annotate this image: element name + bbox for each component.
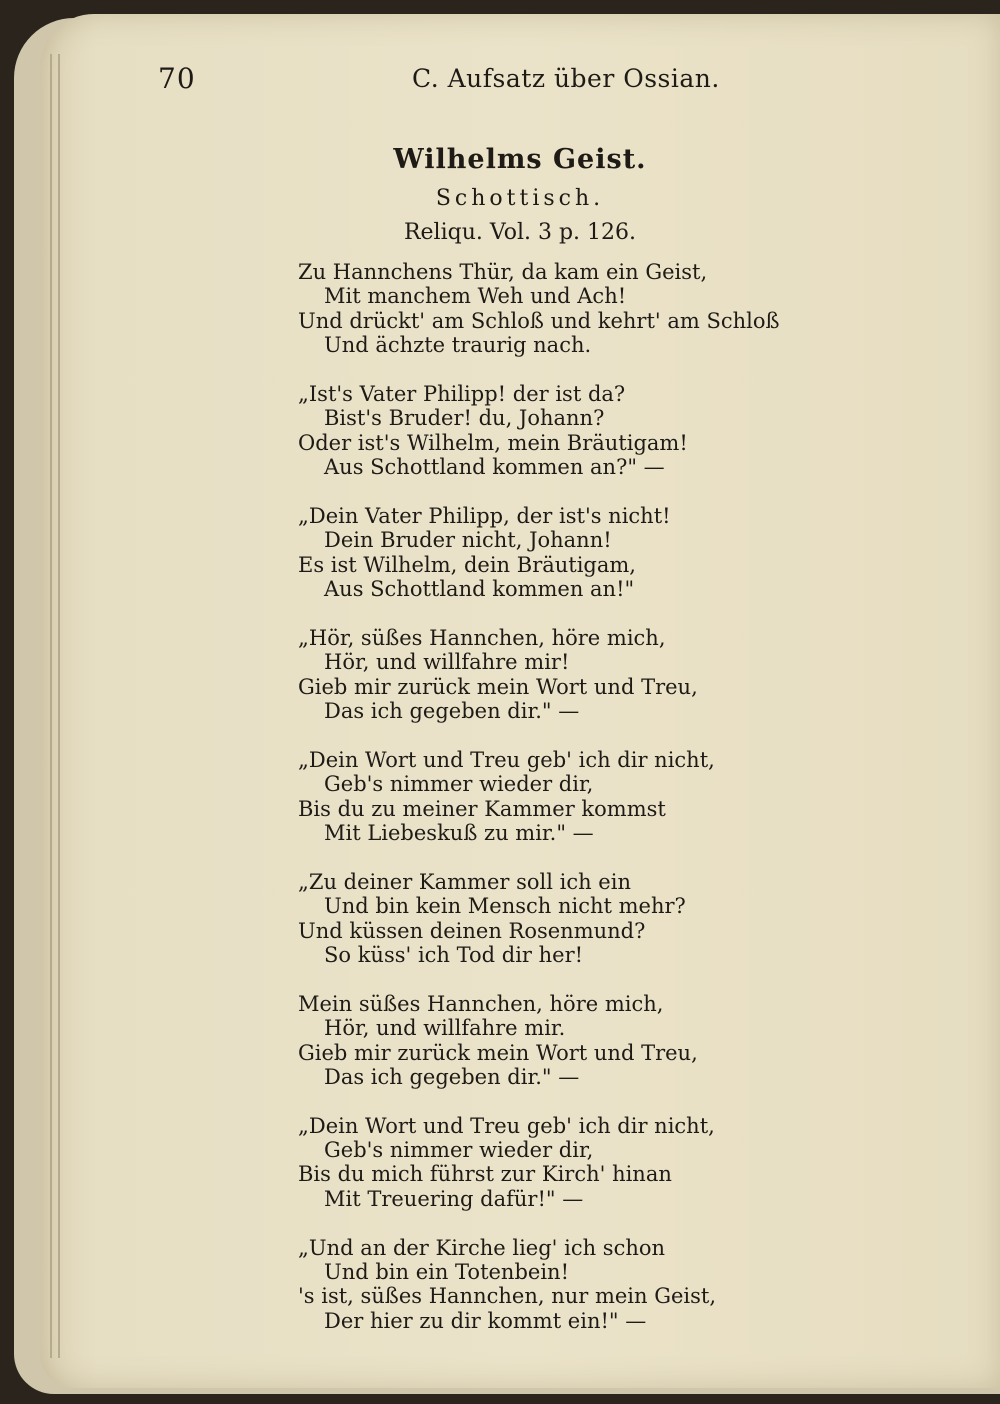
verse-line: So küss' ich Tod dir her! [324, 942, 584, 967]
stanza [298, 504, 858, 601]
stanza [298, 626, 858, 723]
running-head: C. Aufsatz über Ossian. [412, 64, 720, 93]
verse-line: Es ist Wilhelm, dein Bräutigam, [298, 552, 636, 577]
verse-line: Mit Treuering dafür!" — [324, 1186, 584, 1211]
verse-line: Oder ist's Wilhelm, mein Bräutigam! [298, 430, 688, 455]
verse-line: „Ist's Vater Philipp! der ist da? [298, 381, 626, 406]
verse-line: 's ist, süßes Hannchen, nur mein Geist, [298, 1284, 717, 1309]
verse-line: Der hier zu dir kommt ein!" — [324, 1308, 647, 1333]
verse-line: Und drückt' am Schloß und kehrt' am Schloß [298, 308, 780, 333]
verse-line: Bis du zu meiner Kammer kommst [298, 796, 666, 821]
verse-line: Das ich gegeben dir." — [324, 1064, 580, 1089]
verse-line: Das ich gegeben dir." — [324, 698, 580, 723]
verse-line: Mein süßes Hannchen, höre mich, [298, 991, 664, 1016]
verse-line: Bist's Bruder! du, Johann? [324, 406, 605, 431]
stanza [298, 260, 858, 357]
book-page [40, 14, 1000, 1388]
verse-line: Und ächzte traurig nach. [324, 332, 592, 357]
verse-line: „Zu deiner Kammer soll ich ein [298, 869, 631, 894]
poem-source: Reliqu. Vol. 3 p. 126. [403, 220, 637, 245]
verse-line: Und bin ein Totenbein! [324, 1260, 570, 1285]
verse-line: Gieb mir zurück mein Wort und Treu, [298, 674, 698, 699]
poem-body [298, 260, 858, 1358]
verse-line: „Dein Vater Philipp, der ist's nicht! [298, 503, 671, 528]
verse-line: „Dein Wort und Treu geb' ich dir nicht, [298, 747, 715, 772]
page-edge-line [50, 54, 52, 1358]
verse-line: Hör, und willfahre mir. [324, 1016, 566, 1041]
stanza [298, 748, 858, 845]
verse-line: Geb's nimmer wieder dir, [324, 1138, 594, 1163]
page-header [40, 58, 1000, 98]
page-number: 70 [158, 62, 196, 95]
stanza [298, 870, 858, 967]
verse-line: „Dein Wort und Treu geb' ich dir nicht, [298, 1113, 715, 1138]
verse-line: Aus Schottland kommen an!" [324, 576, 635, 601]
stanza [298, 382, 858, 479]
stanza [298, 992, 858, 1089]
verse-line: „Hör, süßes Hannchen, höre mich, [298, 625, 666, 650]
verse-line: Zu Hannchens Thür, da kam ein Geist, [298, 260, 708, 284]
poem-title: Wilhelms Geist. [393, 144, 647, 175]
stanza [298, 1114, 858, 1211]
verse-line: Und küssen deinen Rosenmund? [298, 918, 646, 943]
stanza [298, 1236, 858, 1333]
verse-line: Geb's nimmer wieder dir, [324, 772, 594, 797]
verse-line: „Und an der Kirche lieg' ich schon [298, 1235, 666, 1260]
verse-line: Bis du mich führst zur Kirch' hinan [298, 1162, 672, 1187]
verse-line: Hör, und willfahre mir! [324, 650, 570, 675]
verse-line: Mit manchem Weh und Ach! [324, 284, 627, 309]
page-edge-line [58, 54, 60, 1358]
verse-line: Dein Bruder nicht, Johann! [324, 528, 612, 553]
verse-line: Und bin kein Mensch nicht mehr? [324, 894, 686, 919]
verse-line: Gieb mir zurück mein Wort und Treu, [298, 1040, 698, 1065]
verse-line: Aus Schottland kommen an?" — [324, 454, 665, 479]
verse-line: Mit Liebeskuß zu mir." — [324, 820, 594, 845]
poem-subtitle: Schottisch. [435, 186, 605, 211]
